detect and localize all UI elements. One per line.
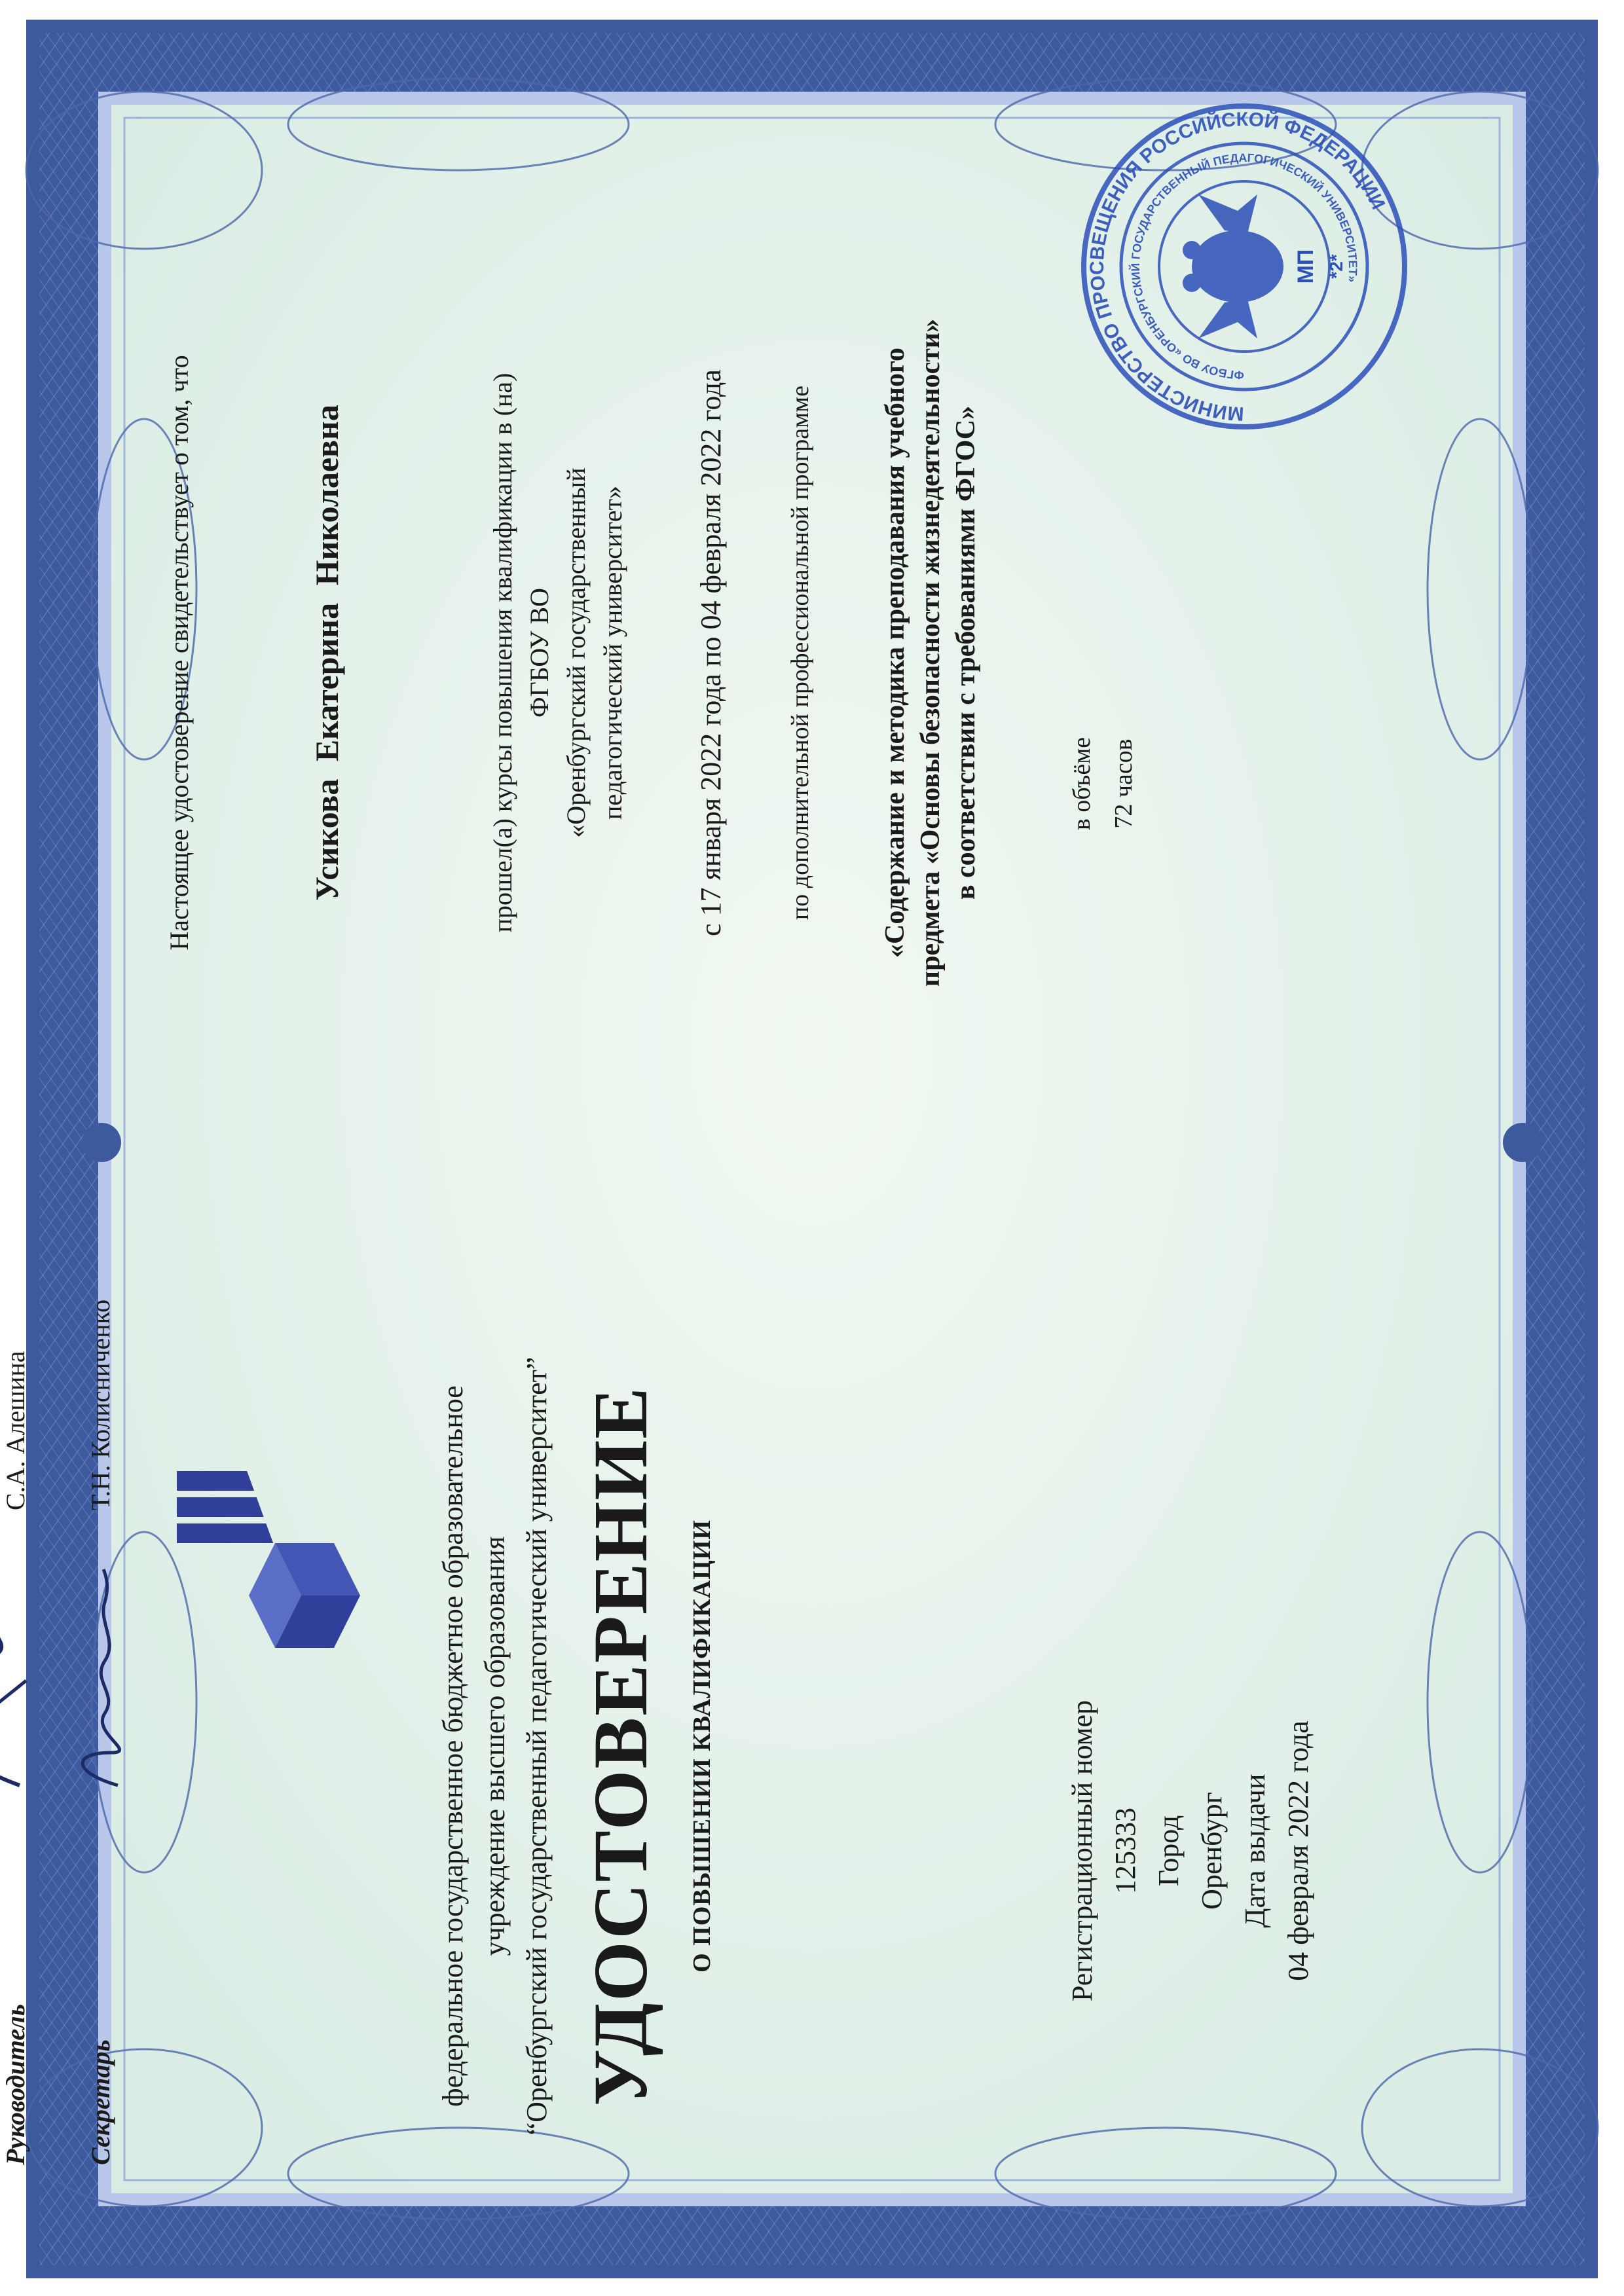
reg-label: Регистрационный номер [1066,1700,1098,2002]
reg-number: 125333 [1109,1808,1141,1894]
organization-name [432,1353,558,2139]
official-seal-icon [1074,96,1414,437]
program-title-line: предмета «Основы безопасности жизнедеятельности» [915,318,946,987]
signer-role: Секретарь [86,2039,115,2165]
program-title-line: в соответствии с требованиями ФГОС» [951,405,981,900]
svg-text:*2*: *2* [1326,254,1346,279]
org-line: учреждение высшего образования [479,1536,511,1956]
course-block [485,162,631,1144]
issue-date: 04 февраля 2022 года [1282,1721,1314,1981]
course-line: прошел(а) курсы повышения квалификации в (на) [488,373,517,933]
city-value: Оренбург [1196,1792,1228,1910]
signer-role: Руководитель [1,2004,30,2165]
signature-icon [0,1563,39,1798]
city-label: Город [1153,1815,1185,1887]
program-line: по дополнительной профессиональной программе [786,385,814,920]
svg-text:МИНИСТЕРСТВО ПРОСВЕЩЕНИЯ РОССИ: МИНИСТЕРСТВО ПРОСВЕЩЕНИЯ РОССИЙСКОЙ ФЕДЕРАЦИИ [1086,108,1390,425]
program-title [877,162,984,1144]
signer-name: С.А. Алешина [1,1351,30,1510]
intro-text: Настоящее удостоверение свидетельствует о том, что [164,355,194,951]
org-line: федеральное государственное бюджетное образовательное [437,1385,469,2107]
university-line: ФГБОУ ВО [525,588,554,718]
signer-name: Т.Н. Колисниченко [86,1299,115,1510]
university-line: «Оренбургский государственный [561,467,591,838]
date-label: Дата выдачи [1239,1774,1271,1928]
program-title-line: «Содержание и методика преподавания учебного [880,348,910,958]
document-title: УДОСТОВЕРЕНИЕ [578,1386,663,2106]
volume-block [1061,620,1145,947]
course-dates: с 17 января 2022 года по 04 февраля 2022 года [695,369,727,936]
svg-text:ФГБОУ ВО «ОРЕНБУРГСКИЙ ГОСУДАР: ФГБОУ ВО «ОРЕНБУРГСКИЙ ГОСУДАРСТВЕННЫЙ ПЕДАГОГИЧЕСКИЙ УНИВЕРСИТЕТ» [1128,151,1360,382]
university-line: педагогический университет» [598,486,627,820]
signatures [0,1183,157,2296]
signature-icon [52,1563,151,1798]
ogpu-logo-icon [177,1465,373,1674]
registration-block [1061,1641,1320,2060]
document-subtitle: О ПОВЫШЕНИИ КВАЛИФИКАЦИИ [688,1520,716,1973]
volume-hours: 72 часов [1110,738,1137,829]
svg-text:МП: МП [1293,249,1318,284]
volume-label: в объёме [1068,737,1096,831]
holder-name: Усикова Екатерина Николаевна [308,405,345,901]
eagle-emblem-icon [1183,194,1283,338]
org-line: “Оренбургский государственный педагогический университет” [521,1357,553,2136]
